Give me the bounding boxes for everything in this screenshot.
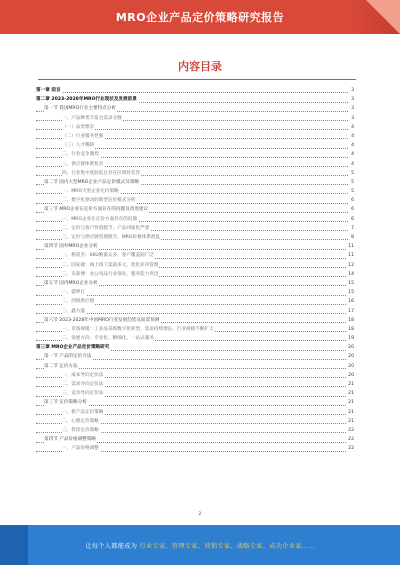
toc-entry[interactable]: [36, 242, 354, 251]
toc-entry-page: 22: [347, 435, 354, 444]
toc-entry[interactable]: [36, 169, 354, 178]
toc-entry-page: 22: [347, 444, 354, 453]
toc-entry-label: 第三节 定价策略分析: [44, 398, 88, 407]
toc-entry[interactable]: [36, 362, 354, 371]
toc-entry[interactable]: [36, 215, 354, 224]
toc-entry[interactable]: [36, 205, 354, 214]
toc-entry-page: 14: [347, 270, 354, 279]
toc-entry-label: 二、数字化驱动的新型定价模式分析: [62, 196, 137, 205]
toc-entry[interactable]: [36, 389, 354, 398]
toc-entry-page: 21: [347, 398, 354, 407]
toc-entry-page: 19: [347, 334, 354, 343]
toc-entry[interactable]: [36, 435, 354, 444]
toc-entry-page: 20: [347, 352, 354, 361]
toc-entry-label: 第四节 国外MRO企业分析: [44, 242, 99, 251]
toc-entry[interactable]: [36, 417, 354, 426]
toc-entry-label: 第二节 国内大型MRO企业产品定价模式及策略: [44, 178, 140, 187]
toc-entry-page: 22: [347, 426, 354, 435]
toc-entry[interactable]: [36, 160, 354, 169]
toc-entry-page: 3: [350, 95, 354, 104]
toc-entry-page: 21: [347, 408, 354, 417]
toc-entry-page: 15: [347, 288, 354, 297]
toc-entry[interactable]: [36, 132, 354, 141]
toc-entry-label: 三、竞争导向定价法: [62, 389, 104, 398]
toc-entry-label: 一、产品价格调整: [62, 444, 100, 453]
toc-leader-dots: [36, 86, 348, 93]
toc-entry[interactable]: [36, 408, 354, 417]
footer-lead: 让每个人都能成为: [85, 543, 138, 550]
toc-entry[interactable]: [36, 150, 354, 159]
toc-entry-page: 4: [350, 132, 354, 141]
toc-entry-label: （三）人才稀缺: [62, 141, 95, 150]
table-of-contents: [36, 86, 354, 454]
toc-entry-page: 17: [347, 307, 354, 316]
toc-entry[interactable]: [36, 288, 354, 297]
toc-entry[interactable]: [36, 307, 354, 316]
toc-divider: [38, 79, 356, 80]
toc-entry-label: 第三节 MRO企业在定价方面存在的问题及改进建议: [44, 205, 149, 214]
toc-entry-page: 20: [347, 371, 354, 380]
toc-entry-page: 7: [350, 224, 354, 233]
toc-entry-label: （二）行业服务性强: [62, 132, 104, 141]
toc-entry[interactable]: [36, 123, 354, 132]
toc-entry[interactable]: [36, 426, 354, 435]
footer-highlight: 行业专家、管理专家、营销专家、战略专家、成功企业家……: [139, 543, 315, 550]
toc-entry[interactable]: [36, 316, 354, 325]
toc-entry-page: 4: [350, 123, 354, 132]
toc-entry[interactable]: [36, 334, 354, 343]
toc-entry[interactable]: [36, 141, 354, 150]
toc-entry-label: 一、震坤行: [62, 288, 86, 297]
toc-entry-label: 二、固安捷：线上线下渠道多元，优化库存管理: [62, 261, 159, 270]
toc-entry-page: 15: [347, 279, 354, 288]
toc-entry[interactable]: [36, 371, 354, 380]
toc-entry-label: 第二章 2023-2028年MRO行业现状及发展前景: [36, 95, 138, 104]
toc-entry-page: 5: [350, 187, 354, 196]
toc-entry-label: （一）品类繁杂: [62, 123, 95, 132]
toc-entry-label: 第一节 我国MRO行业主要特点分析: [44, 104, 117, 113]
toc-entry-page: 5: [350, 169, 354, 178]
toc-entry[interactable]: [36, 196, 354, 205]
toc-entry[interactable]: [36, 86, 354, 95]
toc-entry-label: 一、产品种类丰富且需求分散: [62, 114, 123, 123]
toc-entry-page: 3: [350, 114, 354, 123]
toc-entry-page: 6: [350, 205, 354, 214]
toc-entry-label: 二、行业竞争激烈: [62, 150, 100, 159]
toc-entry-label: 三、定价与供应链管理脱节，MRO价格体系混乱: [62, 233, 161, 242]
toc-entry-label: 一、MRO企业在定价方面存在的问题: [62, 215, 138, 224]
toc-entry[interactable]: [36, 178, 354, 187]
toc-entry[interactable]: [36, 261, 354, 270]
toc-entry-page: 3: [350, 104, 354, 113]
toc-entry-label: 第六节 2023-2028年中国MRO行业发展趋势及前景预测: [44, 316, 160, 325]
toc-heading: 内容目录: [178, 60, 222, 73]
toc-entry[interactable]: [36, 224, 354, 233]
toc-entry-label: 二、发展方向：专业化、精细化、一站式服务: [62, 334, 155, 343]
toc-entry[interactable]: [36, 95, 354, 104]
toc-entry[interactable]: [36, 104, 354, 113]
toc-entry[interactable]: [36, 297, 354, 306]
toc-entry-label: 一、新产品定价策略: [62, 408, 104, 417]
toc-entry-label: 二、西域供应链: [62, 297, 95, 306]
toc-entry[interactable]: [36, 352, 354, 361]
toc-entry-label: 一、MRO大型企业定价策略: [62, 187, 120, 196]
toc-entry-label: 第一节 产品的定价方法: [44, 352, 92, 361]
toc-entry-label: 二、需求导向定价法: [62, 380, 104, 389]
toc-entry-label: 三、鑫方盛: [62, 307, 86, 316]
toc-entry-page: 4: [350, 141, 354, 150]
footer-slogan: [0, 541, 400, 550]
toc-entry-label: 第四节 产品价格调整策略: [44, 435, 97, 444]
toc-entry-page: 5: [350, 178, 354, 187]
toc-entry[interactable]: [36, 343, 354, 352]
toc-entry-page: 11: [347, 242, 354, 251]
toc-entry-label: 四、行业集中度较低且存在区域性差异: [62, 169, 141, 178]
toc-entry[interactable]: [36, 251, 354, 260]
toc-leader-dots: [36, 362, 348, 369]
toc-entry-page: 4: [350, 150, 354, 159]
toc-entry-label: 三、供应链体系复杂: [62, 160, 104, 169]
toc-entry-label: 第一章 前言: [36, 86, 62, 95]
toc-entry[interactable]: [36, 233, 354, 242]
toc-entry[interactable]: [36, 398, 354, 407]
toc-entry-label: 一、格雷杰：SKU数量众多，客户覆盖面广泛: [62, 251, 155, 260]
toc-entry-label: 一、市场规模：工业品采购数字化转型，需求持续增长，行业规模不断扩大: [62, 325, 215, 334]
toc-entry-page: 21: [347, 389, 354, 398]
toc-entry-label: 第二节 定价方法: [44, 362, 79, 371]
toc-entry-label: 二、定价与客户价值脱节，产品同质化严重: [62, 224, 150, 233]
toc-entry-page: 6: [350, 215, 354, 224]
page-number: 2: [198, 512, 202, 517]
toc-entry[interactable]: [36, 187, 354, 196]
toc-entry-label: 一、成本导向定价法: [62, 371, 104, 380]
toc-entry-page: 4: [350, 160, 354, 169]
toc-entry-page: 11: [347, 251, 354, 260]
toc-entry-label: 第五节 国内MRO企业分析: [44, 279, 99, 288]
toc-entry[interactable]: [36, 114, 354, 123]
toc-entry-page: 20: [347, 362, 354, 371]
toc-entry-page: 21: [347, 380, 354, 389]
toc-entry[interactable]: [36, 270, 354, 279]
toc-entry-label: 二、心理定价策略: [62, 417, 100, 426]
toc-entry-page: 12: [347, 261, 354, 270]
toc-entry-page: 3: [350, 86, 354, 95]
toc-entry-page: 18: [347, 325, 354, 334]
toc-entry-label: 三、折扣定价策略: [62, 426, 100, 435]
toc-entry-page: 8: [350, 233, 354, 242]
toc-entry[interactable]: [36, 325, 354, 334]
toc-entry[interactable]: [36, 444, 354, 453]
toc-entry-page: 18: [347, 316, 354, 325]
toc-entry-label: 第三章 MRO企业产品定价策略研究: [36, 343, 110, 352]
toc-entry[interactable]: [36, 380, 354, 389]
toc-entry-page: 16: [347, 297, 354, 306]
toc-entry-page: 21: [347, 417, 354, 426]
toc-entry-page: 6: [350, 196, 354, 205]
toc-entry-label: 三、史泰博：办公用品行业领先，服务能力突出: [62, 270, 159, 279]
toc-entry-page: 20: [347, 343, 354, 352]
document-title: MRO企业产品定价策略研究报告: [115, 11, 285, 24]
toc-entry[interactable]: [36, 279, 354, 288]
